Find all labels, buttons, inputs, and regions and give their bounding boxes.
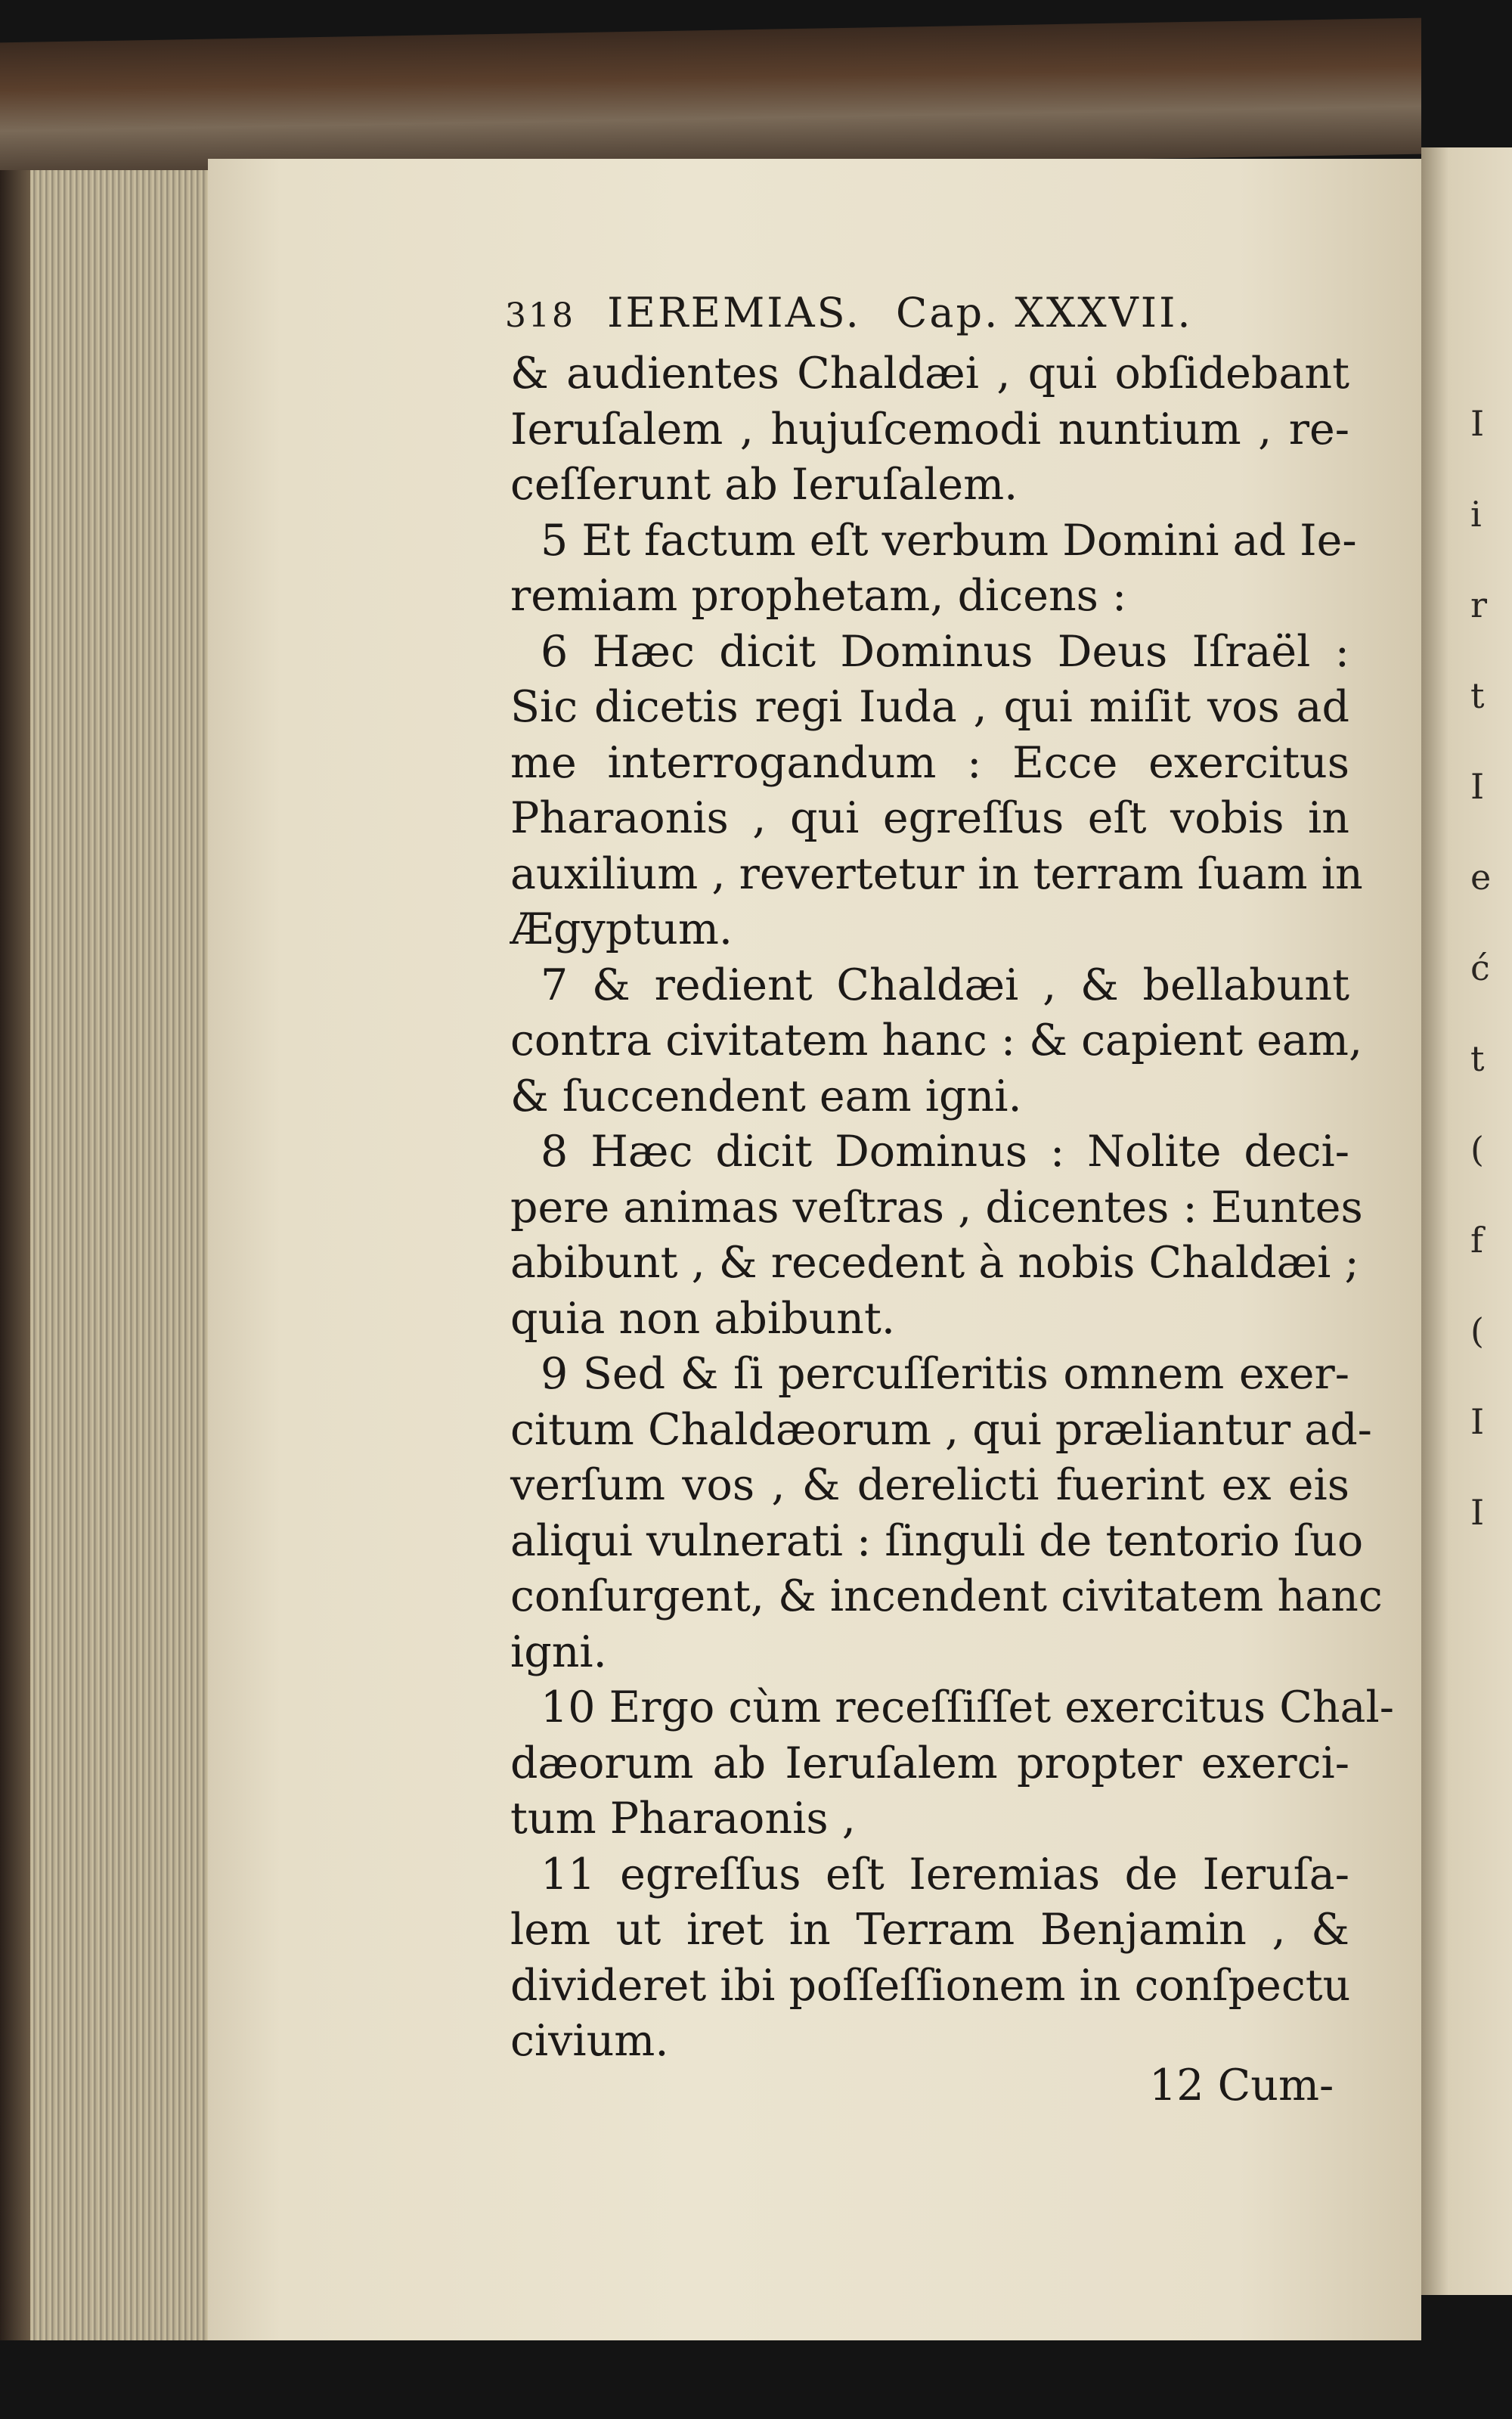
body-text [510,346,1395,2070]
margin-letter: t [1470,675,1485,716]
text-line: conſurgent, & incendent civitatem hanc [510,1571,1383,1621]
text-line: Pharaonis , qui egreſſus eſt vobis in [510,793,1349,843]
text-line: 11 egreſſus eſt Ieremias de Ieruſa- [541,1849,1349,1900]
text-line: Ægyptum. [510,904,733,954]
text-line: 5 Et factum eſt verbum Domini ad Ie- [541,515,1357,566]
text-line: dæorum ab Ieruſalem propter exerci- [510,1738,1349,1788]
text-line: verſum vos , & derelicti fuerint ex eis [510,1460,1349,1510]
margin-letter: i [1470,494,1482,535]
text-line: divideret ibi poſſeſſionem in conſpectu [510,1960,1351,2011]
margin-letter: I [1470,1401,1485,1442]
text-line: civium. [510,2016,669,2066]
text-line: quia non abibunt. [510,1293,896,1344]
text-line: igni. [510,1627,607,1677]
margin-letter: I [1470,1492,1485,1533]
page-number: 318 [505,296,575,335]
margin-letter: f [1470,1220,1484,1261]
text-line: tum Pharaonis , [510,1794,856,1844]
text-line: 10 Ergo cùm receſſiſſet exercitus Chal- [541,1682,1395,1732]
book-spine-shadow [0,170,30,2340]
text-line: 9 Sed & ſi percuſſeritis omnem exer- [541,1349,1349,1399]
book-top-edge [0,18,1421,179]
text-line: 8 Hæc dicit Dominus : Nolite deci- [541,1127,1349,1177]
text-line: lem ut iret in Terram Benjamin , & [510,1905,1349,1955]
text-line: Ieruſalem , hujuſcemodi nuntium , re- [510,404,1349,454]
catchword: 12 Cum- [1149,2061,1334,2110]
text-line: 7 & redient Chaldæi , & bellabunt [541,960,1349,1010]
facing-page-margin-letters [1470,378,1512,1558]
text-line: pere animas veſtras , dicentes : Euntes [510,1182,1363,1233]
margin-letter: I [1470,403,1485,444]
page-stack [0,170,208,2340]
chapter-label: Cap. XXXVII. [896,289,1193,336]
margin-letter: ć [1470,947,1490,988]
text-line: auxilium , revertetur in terram ſuam in [510,848,1363,899]
running-header [505,289,1352,349]
margin-letter: ( [1470,1129,1484,1170]
margin-letter: ( [1470,1310,1484,1351]
text-line: 6 Hæc dicit Dominus Deus Iſraël : [541,626,1349,677]
margin-letter: t [1470,1038,1485,1079]
text-line: ceſſerunt ab Ieruſalem. [510,460,1018,510]
text-line: Sic dicetis regi Iuda , qui miſit vos ad [510,682,1349,732]
margin-letter: e [1470,857,1492,898]
text-line: remiam prophetam, dicens : [510,571,1127,621]
text-line: & audientes Chaldæi , qui obſidebant [510,349,1349,399]
text-line: abibunt , & recedent à nobis Chaldæi ; [510,1238,1359,1288]
text-line: me interrogandum : Ecce exercitus [510,737,1349,788]
running-title: IEREMIAS. [607,289,861,336]
margin-letter: r [1470,585,1487,625]
text-line: aliqui vulnerati : ſinguli de tentorio ſuo [510,1515,1364,1566]
text-line: citum Chaldæorum , qui præliantur ad- [510,1404,1372,1455]
margin-letter: I [1470,766,1485,807]
text-line: contra civitatem hanc : & capient eam, [510,1016,1363,1065]
text-line: & ſuccendent eam igni. [510,1071,1022,1121]
